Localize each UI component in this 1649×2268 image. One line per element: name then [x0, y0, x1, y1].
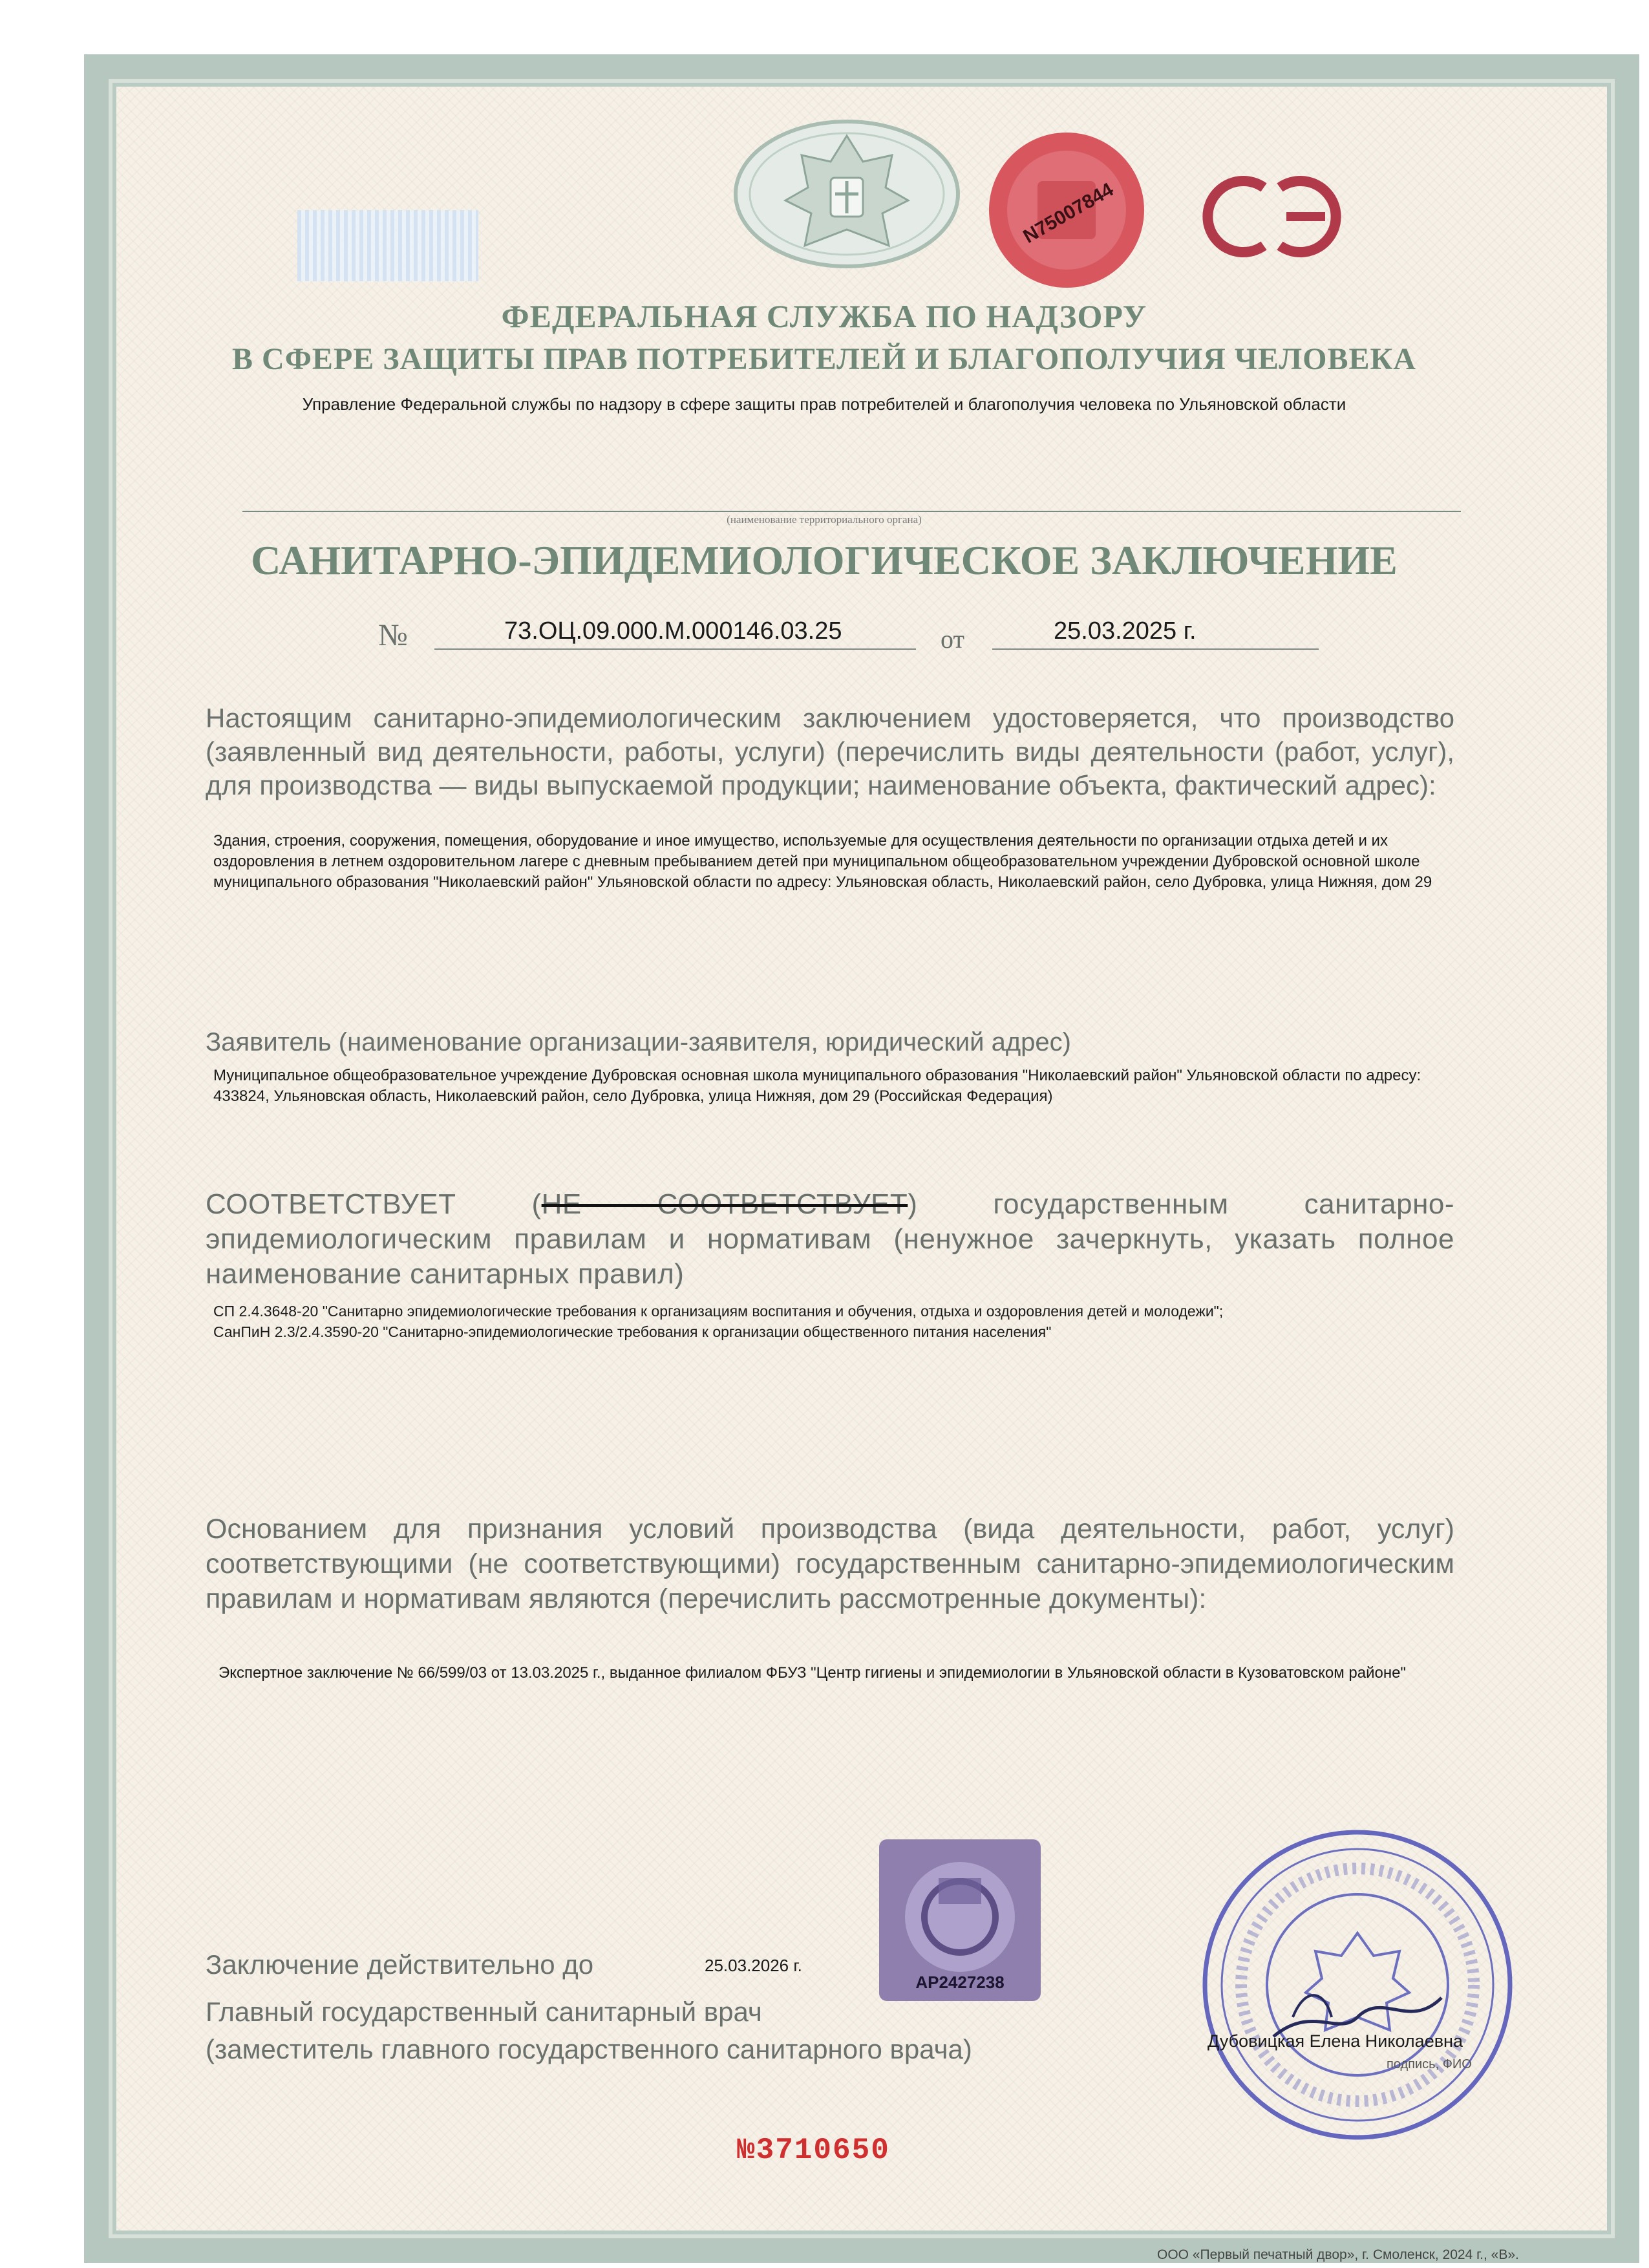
date-label: от	[941, 625, 964, 654]
sanitary-rules-line2: СанПиН 2.3/2.4.3590-20 "Санитарно-эпидемиологические требования к организации общественного питания населения"	[213, 1323, 1052, 1340]
signer-title-line2: (заместитель главного государственного санитарного врача)	[206, 2034, 972, 2064]
date-underline	[992, 648, 1319, 650]
number-label: №	[378, 618, 408, 652]
territorial-line	[242, 511, 1461, 512]
agency-title-line2: В СФЕРЕ ЗАЩИТЫ ПРАВ ПОТРЕБИТЕЛЕЙ И БЛАГОПОЛУЧИЯ ЧЕЛОВЕКА	[232, 342, 1416, 376]
hologram-sticker-2	[879, 1839, 1041, 2001]
conformity-statement	[206, 1187, 1454, 1292]
validity-date: 25.03.2026 г.	[705, 1956, 802, 1975]
certification-mark-icon	[1189, 175, 1345, 259]
applicant-label: Заявитель (наименование организации-заявителя, юридический адрес)	[206, 1028, 1071, 1056]
territorial-caption: (наименование территориального органа)	[727, 513, 922, 526]
document-number: 73.ОЦ.09.000.М.000146.03.25	[504, 617, 842, 645]
official-seal-stamp	[1196, 1823, 1519, 2146]
validity-label: Заключение действительно до	[206, 1949, 594, 1980]
coat-of-arms-emblem	[730, 116, 963, 272]
struck-option: НЕ СООТВЕТСТВУЕТ	[541, 1188, 908, 1220]
conformity-open-paren: (	[531, 1188, 542, 1220]
hologram-number-2: AP2427238	[915, 1973, 1005, 1992]
hologram-number: N75007844	[1019, 178, 1118, 248]
hologram-sticker	[986, 129, 1147, 291]
territorial-body: Управление Федеральной службы по надзору в сфере защиты прав потребителей и благополучия человека по Ульяновской области	[302, 394, 1346, 414]
sanitary-rules-line1: СП 2.4.3648-20 "Санитарно эпидемиологические требования к организациям воспитания и обучения, отдыха и оздоровления детей и молодежи";	[213, 1303, 1224, 1320]
basis-value: Экспертное заключение № 66/599/03 от 13.03.2025 г., выданное филиалом ФБУЗ "Центр гигиены и эпидемиологии в Ульяновской области в Кузоватовском районе"	[218, 1664, 1406, 1682]
signature-caption: подпись, ФИО	[1387, 2057, 1472, 2071]
agency-title-line1: ФЕДЕРАЛЬНАЯ СЛУЖБА ПО НАДЗОРУ	[501, 298, 1147, 334]
conformity-word: СООТВЕТСТВУЕТ	[206, 1188, 456, 1220]
signer-title-line1: Главный государственный санитарный врач	[206, 1996, 762, 2027]
certify-intro: Настоящим санитарно-эпидемиологическим заключением удостоверяется, что производство (заявленный вид деятельности, работы, услуги) (перечислить виды деятельности (работ, услуг), для производства — виды выпускаемой продукции; наименование объекта, фактический адрес):	[206, 703, 1454, 800]
basis-label: Основанием для признания условий производства (вида деятельности, работ, услуг) соответствующими (не соответствующими) государственным санитарно-эпидемиологическим правилам и нормативам являются (перечислить рассмотренные документы):	[206, 1514, 1454, 1614]
security-sticker	[297, 210, 478, 281]
document-title: САНИТАРНО-ЭПИДЕМИОЛОГИЧЕСКОЕ ЗАКЛЮЧЕНИЕ	[251, 537, 1398, 583]
certify-value: Здания, строения, сооружения, помещения, оборудование и иное имущество, используемые для осуществления деятельности по организации отдыха детей и их оздоровления в летнем оздоровительном лагере с дневным пребыванием детей при муниципальном общеобразовательном учреждении Дубровской основной школе муниципального образования "Николаевский район" Ульяновской области по адресу: Ульяновская область, Николаевский район, село Дубровка, улица Нижняя, дом 29	[213, 832, 1432, 891]
form-number: №3710650	[737, 2134, 890, 2167]
signer-name: Дубовицкая Елена Николаевна	[1207, 2031, 1463, 2051]
number-underline	[434, 648, 916, 650]
applicant-value: Муниципальное общеобразовательное учреждение Дубровская основная школа муниципального образования "Николаевский район" Ульяновской области по адресу: 433824, Ульяновская область, Николаевский район, село Дубровка, улица Нижняя, дом 29 (Российская Федерация)	[213, 1067, 1421, 1105]
printer-imprint: ООО «Первый печатный двор», г. Смоленск, 2024 г., «В».	[1157, 2247, 1519, 2262]
conformity-rest: ) государственным санитарно-эпидемиологическим правилам и нормативам (ненужное зачеркнуть, указать полное наименование санитарных правил)	[206, 1188, 1455, 1290]
document-date: 25.03.2025 г.	[1054, 617, 1197, 645]
